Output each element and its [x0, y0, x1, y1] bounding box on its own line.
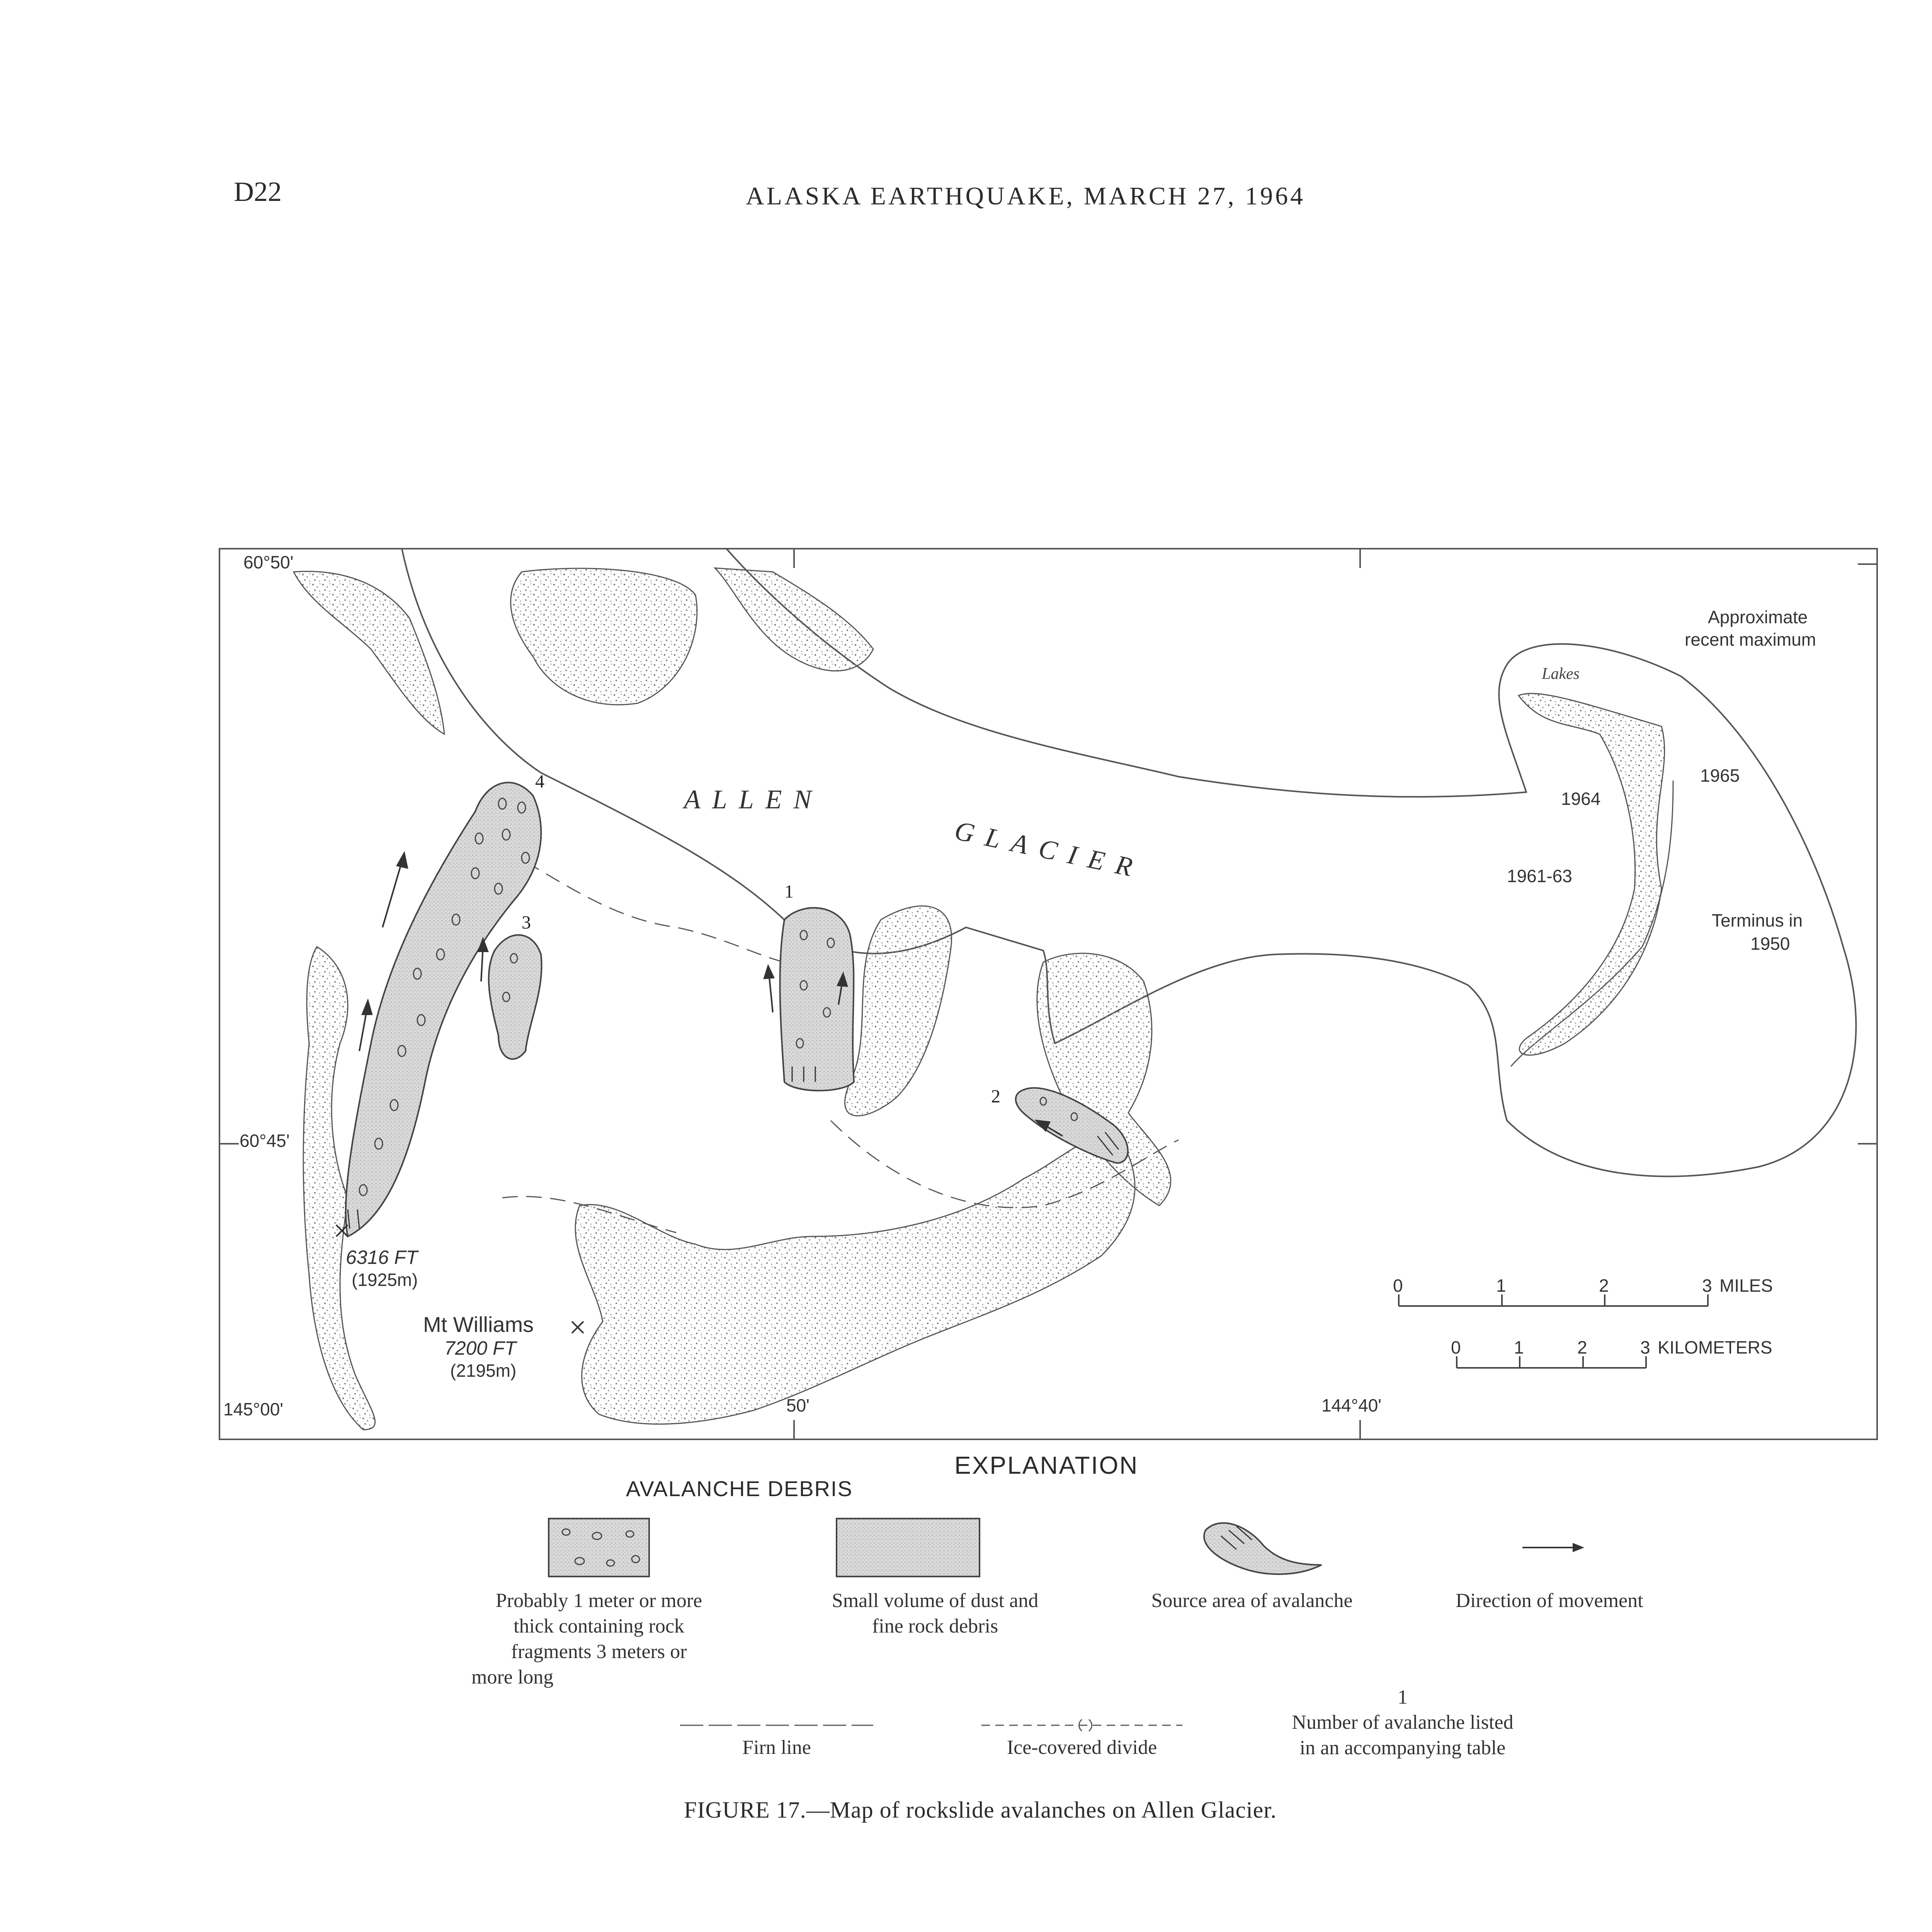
running-title: ALASKA EARTHQUAKE, MARCH 27, 1964 [746, 182, 1306, 210]
legend-fine-line-1: Small volume of dust and [832, 1590, 1039, 1612]
terminus-1964-label: 1964 [1561, 789, 1601, 809]
glacier-name-glacier: GLACIER [952, 815, 1146, 885]
terminus-1950-label-1: Terminus in [1712, 910, 1803, 930]
figure-caption-number: FIGURE 17. [684, 1797, 806, 1823]
scale-miles-0: 0 [1393, 1276, 1403, 1296]
avalanche-number-3: 3 [522, 912, 531, 933]
figure-caption-text: —Map of rockslide avalanches on Allen Glacier. [806, 1797, 1277, 1823]
legend-firn-label: Firn line [742, 1736, 811, 1759]
legend-fine-debris-swatch [837, 1519, 980, 1577]
legend-number-line-1: Number of avalanche listed [1292, 1711, 1514, 1733]
scale-miles-1: 1 [1496, 1276, 1506, 1296]
legend-divide-label: Ice-covered divide [1007, 1736, 1157, 1759]
lat-label-north: 60°50' [243, 552, 294, 572]
legend-coarse-line-3: fragments 3 meters or [511, 1641, 687, 1663]
max-label-1: Approximate [1708, 607, 1808, 627]
legend-number-label [1236, 1710, 1569, 1761]
peak-elevation-m: (1925m) [352, 1270, 418, 1290]
terminus-1950-label-2: 1950 [1750, 934, 1790, 954]
scale-miles-3: 3 [1702, 1276, 1712, 1296]
legend-fine-debris-label [777, 1588, 1094, 1639]
lon-label-center: 50' [786, 1395, 810, 1415]
scale-miles-2: 2 [1599, 1276, 1609, 1296]
scale-km-2: 2 [1577, 1337, 1587, 1357]
lon-label-west: 145°00' [223, 1399, 284, 1419]
legend-direction-label: Direction of movement [1456, 1590, 1643, 1612]
lakes-label: Lakes [1542, 665, 1580, 683]
legend-number-line-2: in an accompanying table [1299, 1737, 1506, 1759]
legend-coarse-line-1: Probably 1 meter or more [495, 1590, 702, 1612]
legend-source-area-symbol [1204, 1523, 1321, 1574]
figure-caption [684, 1797, 1277, 1823]
scale-miles-unit: MILES [1719, 1276, 1773, 1296]
explanation-title: EXPLANATION [954, 1451, 1139, 1479]
legend-source-area-label: Source area of avalanche [1151, 1590, 1353, 1612]
legend-coarse-debris-swatch [549, 1519, 649, 1577]
scale-km-1: 1 [1514, 1337, 1524, 1357]
peak-elevation-ft: 6316 FT [346, 1247, 418, 1268]
avalanche-number-2: 2 [991, 1086, 1000, 1107]
avalanche-number-1: 1 [784, 881, 794, 902]
scale-km-3: 3 [1640, 1337, 1650, 1357]
lat-label-south: 60°45' [240, 1131, 290, 1151]
scale-km-0: 0 [1451, 1337, 1461, 1357]
legend-fine-line-2: fine rock debris [872, 1615, 998, 1637]
legend-coarse-line-4: more long [471, 1666, 554, 1688]
legend-coarse-debris-label [444, 1588, 753, 1690]
glacier-name-allen: ALLEN [684, 785, 823, 815]
mt-williams-elev-ft: 7200 FT [444, 1337, 517, 1359]
avalanche-number-4: 4 [535, 771, 544, 792]
legend-number-sample: 1 [1398, 1686, 1408, 1708]
mt-williams-name: Mt Williams [423, 1312, 534, 1337]
terminus-1965-label: 1965 [1700, 765, 1740, 786]
scale-km-unit: KILOMETERS [1658, 1337, 1772, 1357]
avalanche-debris-heading: AVALANCHE DEBRIS [626, 1476, 853, 1501]
lon-label-east: 144°40' [1321, 1395, 1382, 1415]
terminus-1961-63-label: 1961-63 [1507, 866, 1572, 886]
max-label-2: recent maximum [1685, 629, 1816, 650]
legend-coarse-line-2: thick containing rock [514, 1615, 684, 1637]
mt-williams-elev-m: (2195m) [450, 1361, 517, 1381]
page-number: D22 [234, 176, 282, 207]
